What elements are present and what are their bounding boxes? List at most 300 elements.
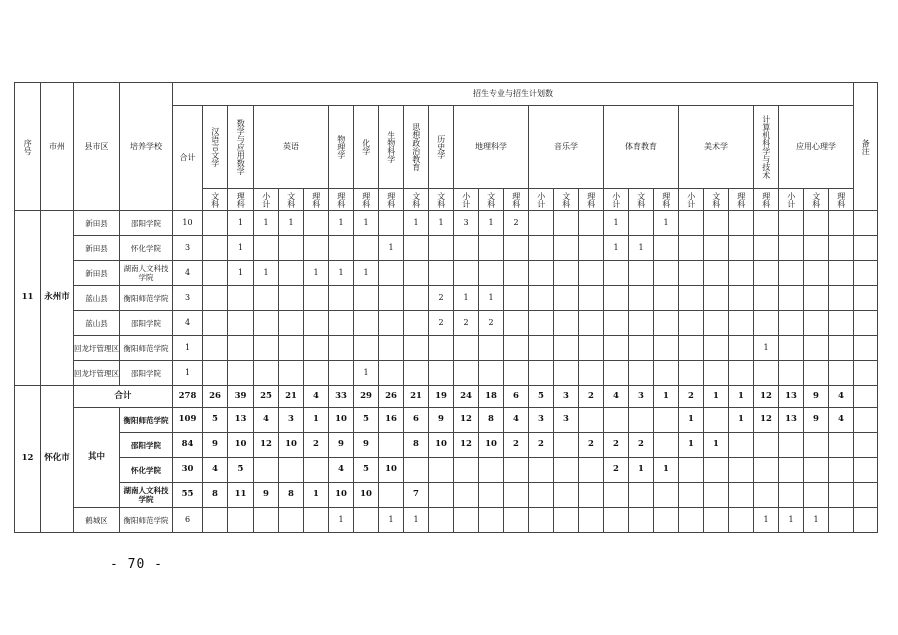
data-cell [429, 361, 454, 386]
county-cell: 回龙圩管理区 [74, 336, 120, 361]
data-cell [629, 508, 654, 533]
data-cell: 1 [654, 458, 679, 483]
data-cell [429, 458, 454, 483]
notes-cell [854, 386, 878, 408]
data-cell: 10 [228, 433, 254, 458]
data-cell [729, 211, 754, 236]
data-cell [679, 261, 704, 286]
data-cell [279, 311, 304, 336]
data-cell [304, 336, 329, 361]
data-cell [704, 508, 729, 533]
data-cell: 10 [279, 433, 304, 458]
data-cell [479, 236, 504, 261]
data-cell [829, 433, 854, 458]
data-cell [228, 286, 254, 311]
data-cell: 1 [254, 261, 279, 286]
data-cell: 2 [504, 211, 529, 236]
data-cell [554, 311, 579, 336]
data-cell: 9 [354, 433, 379, 458]
data-cell [754, 433, 779, 458]
data-cell [829, 211, 854, 236]
county-cell: 新田县 [74, 211, 120, 236]
header-major: 合计 [173, 106, 203, 211]
data-cell: 5 [529, 386, 554, 408]
data-cell: 3 [529, 408, 554, 433]
data-cell [254, 458, 279, 483]
data-cell [203, 361, 228, 386]
data-cell: 1 [604, 236, 629, 261]
data-cell: 2 [579, 386, 604, 408]
data-cell [454, 458, 479, 483]
header-major: 地理科学 [454, 106, 529, 189]
data-cell [629, 408, 654, 433]
data-cell [329, 311, 354, 336]
data-cell: 1 [679, 408, 704, 433]
data-cell [754, 311, 779, 336]
data-cell [754, 483, 779, 508]
data-cell: 4 [304, 386, 329, 408]
header-sub: 文科 [629, 189, 654, 211]
data-cell: 1 [729, 386, 754, 408]
data-cell: 12 [754, 408, 779, 433]
header-sub: 文科 [404, 189, 429, 211]
header-sub: 理科 [329, 189, 354, 211]
data-cell [304, 286, 329, 311]
data-cell [504, 286, 529, 311]
data-cell [203, 336, 228, 361]
data-cell: 8 [203, 483, 228, 508]
data-cell: 1 [754, 336, 779, 361]
data-cell [629, 286, 654, 311]
data-cell [404, 261, 429, 286]
data-cell [454, 336, 479, 361]
header-sub: 小计 [454, 189, 479, 211]
data-cell [629, 311, 654, 336]
data-cell [529, 261, 554, 286]
data-cell [754, 211, 779, 236]
data-cell [654, 408, 679, 433]
data-cell [504, 508, 529, 533]
header-sub: 理科 [754, 189, 779, 211]
data-cell: 1 [479, 211, 504, 236]
header-sub: 小计 [679, 189, 704, 211]
data-cell: 4 [829, 408, 854, 433]
data-cell [654, 483, 679, 508]
data-cell [654, 286, 679, 311]
data-cell: 4 [604, 386, 629, 408]
data-cell: 2 [454, 311, 479, 336]
data-cell [754, 458, 779, 483]
data-cell [654, 433, 679, 458]
data-cell [454, 236, 479, 261]
data-cell: 2 [479, 311, 504, 336]
data-cell: 1 [604, 211, 629, 236]
data-cell [404, 336, 429, 361]
data-cell [379, 361, 404, 386]
data-cell [579, 361, 604, 386]
data-cell [329, 336, 354, 361]
data-cell [829, 458, 854, 483]
data-cell [629, 483, 654, 508]
data-cell [679, 236, 704, 261]
data-cell [479, 458, 504, 483]
data-cell [654, 236, 679, 261]
data-cell [203, 261, 228, 286]
data-cell [379, 261, 404, 286]
data-cell: 4 [329, 458, 354, 483]
data-cell [554, 483, 579, 508]
data-cell: 21 [404, 386, 429, 408]
data-cell [604, 483, 629, 508]
notes-cell [854, 433, 878, 458]
data-cell [579, 236, 604, 261]
data-cell [429, 483, 454, 508]
header-sub: 文科 [429, 189, 454, 211]
data-cell: 18 [479, 386, 504, 408]
data-cell [429, 261, 454, 286]
data-cell: 278 [173, 386, 203, 408]
data-cell [779, 361, 804, 386]
data-cell [729, 458, 754, 483]
data-cell [379, 483, 404, 508]
page-number: - 70 - [110, 557, 163, 572]
data-cell [729, 361, 754, 386]
data-cell [629, 361, 654, 386]
data-cell [529, 361, 554, 386]
data-cell [429, 336, 454, 361]
data-cell [279, 361, 304, 386]
data-cell: 1 [379, 508, 404, 533]
data-cell: 9 [203, 433, 228, 458]
header-sub: 理科 [829, 189, 854, 211]
data-cell [704, 236, 729, 261]
data-cell [654, 508, 679, 533]
data-cell [304, 361, 329, 386]
data-cell: 3 [173, 236, 203, 261]
data-cell: 2 [429, 286, 454, 311]
data-cell [829, 236, 854, 261]
data-cell [679, 336, 704, 361]
header-sub: 理科 [654, 189, 679, 211]
section-seq: 12 [15, 386, 41, 533]
header-sub: 理科 [379, 189, 404, 211]
data-cell [404, 361, 429, 386]
header-school: 培养学校 [120, 83, 173, 211]
data-cell [329, 361, 354, 386]
data-cell: 1 [379, 236, 404, 261]
data-cell [504, 458, 529, 483]
data-cell: 4 [254, 408, 279, 433]
header-sub: 文科 [279, 189, 304, 211]
data-cell [829, 361, 854, 386]
header-county: 县市区 [74, 83, 120, 211]
data-cell: 1 [629, 458, 654, 483]
data-cell [704, 336, 729, 361]
data-cell: 29 [354, 386, 379, 408]
data-cell [779, 433, 804, 458]
data-cell [554, 286, 579, 311]
data-cell: 11 [228, 483, 254, 508]
header-sub: 理科 [228, 189, 254, 211]
data-cell: 9 [254, 483, 279, 508]
data-cell [579, 458, 604, 483]
data-cell: 1 [654, 211, 679, 236]
data-cell [704, 458, 729, 483]
header-major: 计算机科学与技术 [754, 106, 779, 189]
data-cell: 1 [354, 211, 379, 236]
data-cell [529, 236, 554, 261]
data-cell [479, 483, 504, 508]
data-cell: 4 [829, 386, 854, 408]
data-cell: 5 [354, 408, 379, 433]
data-cell: 3 [454, 211, 479, 236]
header-major: 体育教育 [604, 106, 679, 189]
data-cell [554, 508, 579, 533]
school-cell: 衡阳师范学院 [120, 286, 173, 311]
section-seq: 11 [15, 211, 41, 386]
school-cell: 湖南人文科技学院 [120, 483, 173, 508]
data-cell [654, 311, 679, 336]
data-cell: 1 [629, 236, 654, 261]
data-cell [654, 336, 679, 361]
data-cell [804, 458, 829, 483]
data-cell [379, 311, 404, 336]
data-cell [579, 286, 604, 311]
data-cell [279, 261, 304, 286]
data-cell [579, 508, 604, 533]
school-cell: 邵阳学院 [120, 311, 173, 336]
data-cell [379, 211, 404, 236]
header-sub: 小计 [529, 189, 554, 211]
data-cell [604, 261, 629, 286]
data-cell [679, 483, 704, 508]
data-cell [279, 236, 304, 261]
data-cell: 5 [228, 458, 254, 483]
data-cell [228, 336, 254, 361]
data-cell [479, 508, 504, 533]
data-cell [779, 261, 804, 286]
data-cell [804, 483, 829, 508]
data-cell: 1 [304, 483, 329, 508]
data-cell [604, 286, 629, 311]
enrollment-plan-table [14, 82, 878, 533]
data-cell: 1 [754, 508, 779, 533]
data-cell: 1 [479, 286, 504, 311]
header-sub: 文科 [804, 189, 829, 211]
data-cell [504, 311, 529, 336]
data-cell [554, 361, 579, 386]
data-cell: 3 [554, 408, 579, 433]
notes-cell [854, 286, 878, 311]
header-sub: 理科 [354, 189, 379, 211]
data-cell: 109 [173, 408, 203, 433]
notes-cell [854, 336, 878, 361]
data-cell [779, 458, 804, 483]
data-cell [629, 336, 654, 361]
data-cell [679, 508, 704, 533]
header-seq: 序号 [15, 83, 41, 211]
header-city: 市州 [41, 83, 74, 211]
data-cell [404, 458, 429, 483]
data-cell: 1 [354, 261, 379, 286]
data-cell [704, 211, 729, 236]
data-cell: 1 [173, 336, 203, 361]
data-cell [679, 361, 704, 386]
data-cell: 6 [504, 386, 529, 408]
data-cell: 9 [804, 408, 829, 433]
data-cell: 39 [228, 386, 254, 408]
data-cell: 1 [228, 236, 254, 261]
school-cell: 怀化学院 [120, 236, 173, 261]
data-cell [504, 483, 529, 508]
data-cell [729, 236, 754, 261]
header-major: 物理学 [329, 106, 354, 189]
data-cell: 24 [454, 386, 479, 408]
data-cell [804, 261, 829, 286]
school-cell: 邵阳学院 [120, 211, 173, 236]
data-cell: 3 [279, 408, 304, 433]
data-cell: 30 [173, 458, 203, 483]
data-cell [454, 261, 479, 286]
data-cell: 10 [479, 433, 504, 458]
data-cell [829, 286, 854, 311]
data-cell [729, 508, 754, 533]
header-sub: 文科 [479, 189, 504, 211]
data-cell [754, 286, 779, 311]
data-cell [454, 361, 479, 386]
data-cell [679, 311, 704, 336]
notes-cell [854, 408, 878, 433]
data-cell [203, 211, 228, 236]
data-cell: 1 [279, 211, 304, 236]
school-cell: 衡阳师范学院 [120, 408, 173, 433]
data-cell [454, 508, 479, 533]
data-cell [304, 211, 329, 236]
data-cell: 25 [254, 386, 279, 408]
notes-cell [854, 236, 878, 261]
school-cell: 湖南人文科技学院 [120, 261, 173, 286]
data-cell: 1 [704, 386, 729, 408]
data-cell: 13 [228, 408, 254, 433]
school-cell: 衡阳师范学院 [120, 508, 173, 533]
data-cell [228, 361, 254, 386]
header-major: 生物科学 [379, 106, 404, 189]
data-cell [779, 211, 804, 236]
data-cell [704, 361, 729, 386]
notes-cell [854, 211, 878, 236]
data-cell: 4 [173, 311, 203, 336]
school-cell: 怀化学院 [120, 458, 173, 483]
data-cell [529, 211, 554, 236]
data-cell: 16 [379, 408, 404, 433]
header-major: 化学 [354, 106, 379, 189]
data-cell [629, 211, 654, 236]
data-cell [729, 336, 754, 361]
data-cell [729, 433, 754, 458]
data-cell: 2 [529, 433, 554, 458]
data-cell [829, 311, 854, 336]
data-cell: 1 [679, 433, 704, 458]
data-cell [679, 211, 704, 236]
data-cell [754, 236, 779, 261]
data-cell [304, 236, 329, 261]
header-sub: 理科 [729, 189, 754, 211]
data-cell: 2 [629, 433, 654, 458]
data-cell [604, 311, 629, 336]
data-cell [254, 286, 279, 311]
data-cell [829, 261, 854, 286]
data-cell [554, 458, 579, 483]
data-cell: 2 [504, 433, 529, 458]
data-cell: 5 [354, 458, 379, 483]
data-cell [804, 361, 829, 386]
data-cell [729, 286, 754, 311]
data-cell [704, 286, 729, 311]
data-cell [379, 286, 404, 311]
data-cell: 6 [404, 408, 429, 433]
data-cell [329, 286, 354, 311]
inner-label: 其中 [74, 408, 120, 508]
section-city: 怀化市 [41, 386, 74, 533]
data-cell: 1 [429, 211, 454, 236]
data-cell [604, 408, 629, 433]
data-cell: 7 [404, 483, 429, 508]
data-cell [754, 361, 779, 386]
data-cell [529, 286, 554, 311]
data-cell [779, 286, 804, 311]
data-cell [804, 433, 829, 458]
data-cell: 1 [304, 408, 329, 433]
data-cell: 1 [329, 261, 354, 286]
data-cell: 13 [779, 408, 804, 433]
data-cell [279, 458, 304, 483]
data-cell [529, 336, 554, 361]
county-cell: 新田县 [74, 261, 120, 286]
data-cell [354, 336, 379, 361]
total-label: 合计 [74, 386, 173, 408]
data-cell: 1 [329, 508, 354, 533]
data-cell: 1 [729, 408, 754, 433]
data-cell: 10 [329, 483, 354, 508]
data-cell [729, 483, 754, 508]
header-sub: 理科 [579, 189, 604, 211]
data-cell [228, 311, 254, 336]
data-cell: 1 [254, 211, 279, 236]
data-cell: 5 [203, 408, 228, 433]
data-cell: 10 [329, 408, 354, 433]
data-cell [579, 211, 604, 236]
data-cell: 84 [173, 433, 203, 458]
data-cell [704, 261, 729, 286]
data-cell [554, 433, 579, 458]
data-cell [829, 483, 854, 508]
header-major: 音乐学 [529, 106, 604, 189]
data-cell [579, 311, 604, 336]
header-sub: 小计 [604, 189, 629, 211]
header-group: 招生专业与招生计划数 [173, 83, 854, 106]
header-sub: 理科 [504, 189, 529, 211]
data-cell: 9 [804, 386, 829, 408]
data-cell: 10 [379, 458, 404, 483]
data-cell: 1 [173, 361, 203, 386]
data-cell [254, 336, 279, 361]
data-cell [304, 508, 329, 533]
data-cell [654, 361, 679, 386]
data-cell [804, 336, 829, 361]
data-cell [228, 508, 254, 533]
data-cell [704, 483, 729, 508]
data-cell [479, 336, 504, 361]
